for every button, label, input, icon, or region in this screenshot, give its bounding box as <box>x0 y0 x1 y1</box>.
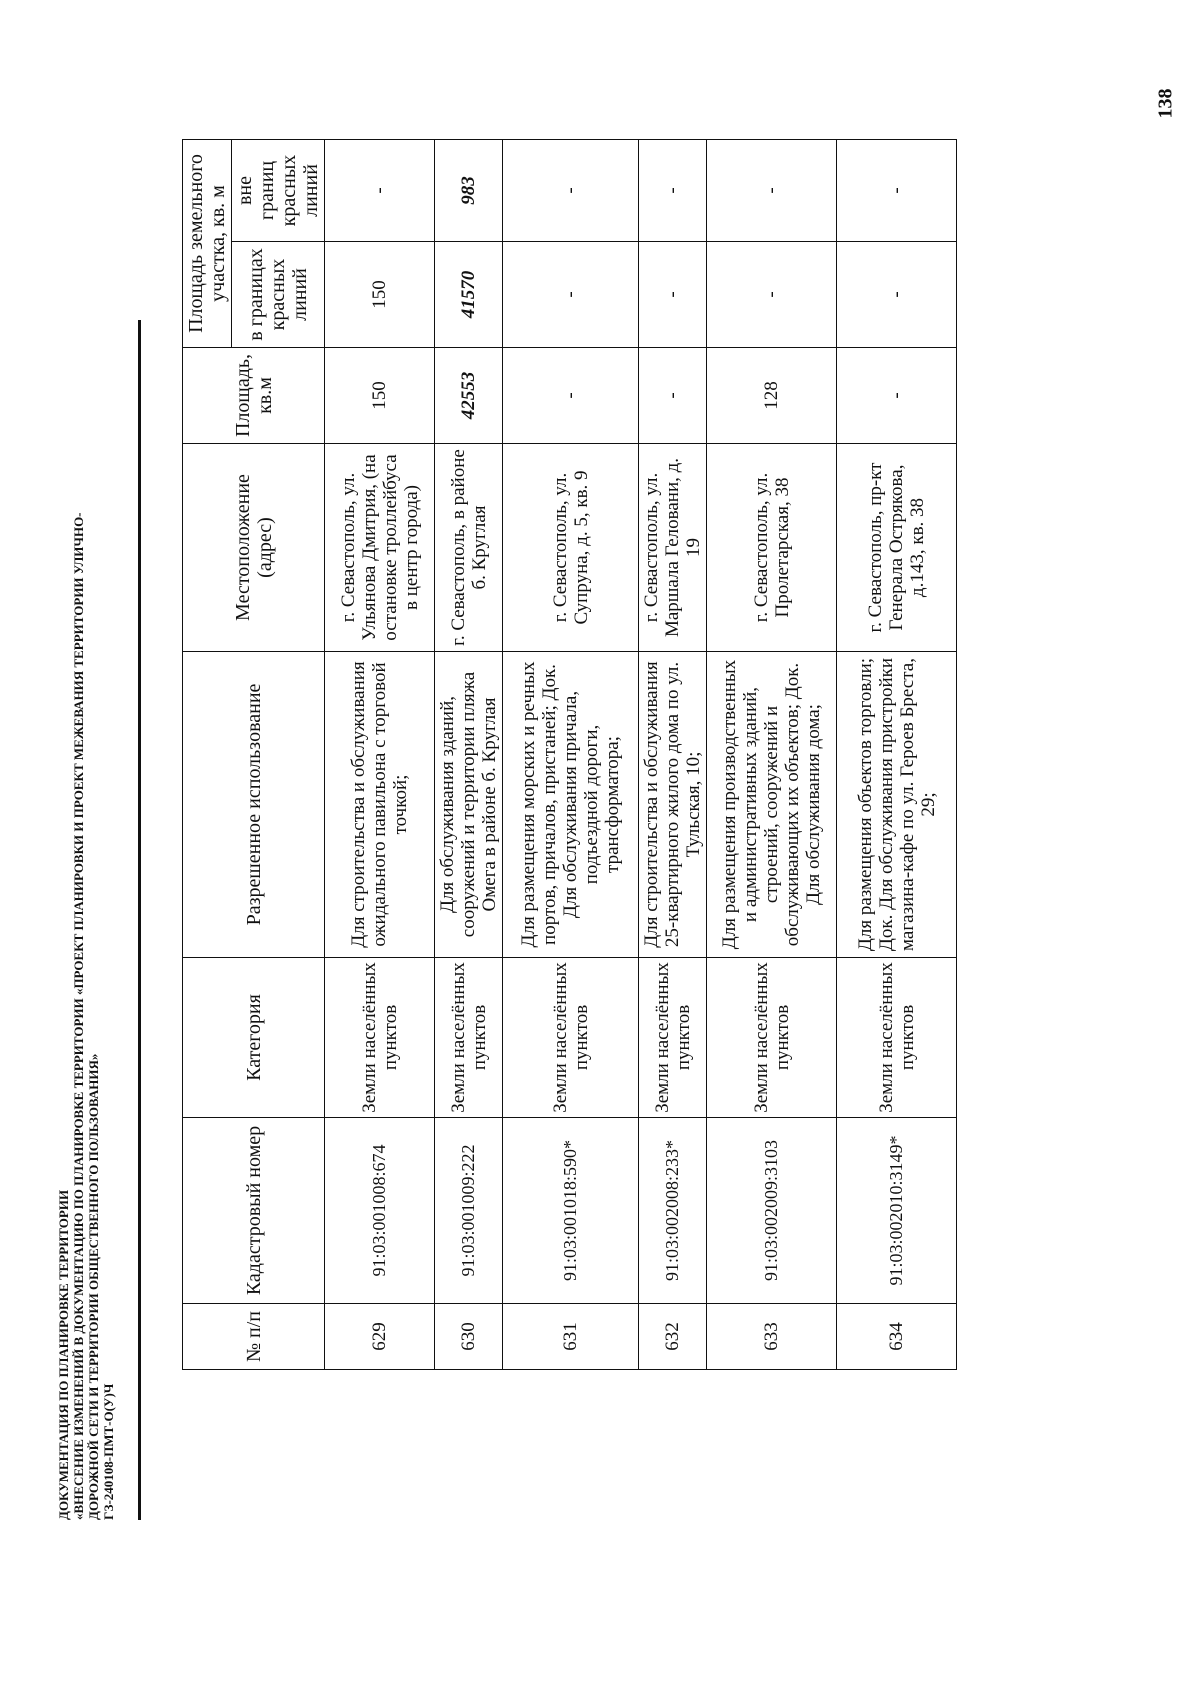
cell-location: г. Севастополь, пр-кт Генерала Острякова, д.143, кв. 38 <box>837 444 957 652</box>
cell-inside: - <box>837 242 957 348</box>
cell-usage: Для размещения морских и речных портов, причалов, пристаней; Док. Для обслуживания причала, подъездной дороги, трансформатора; <box>503 652 639 958</box>
cell-cadastral: 91:03:001008:674 <box>325 1118 435 1304</box>
header-land-area-group: Площадь земельного участка, кв. м <box>183 139 232 347</box>
cell-area: - <box>837 348 957 444</box>
document-header <box>56 200 116 1520</box>
cell-location: г. Севастополь, ул. Пролетарская, 38 <box>707 444 837 652</box>
cell-inside: 150 <box>325 242 435 348</box>
cell-usage: Для размещения объектов торговли; Док. Для обслуживания пристройки магазина-кафе по ул. Героев Бреста, 29; <box>837 652 957 958</box>
cell-num: 633 <box>707 1304 837 1370</box>
cell-category: Земли населённых пунктов <box>325 958 435 1118</box>
cell-category: Земли населённых пунктов <box>707 958 837 1118</box>
cell-area: 150 <box>325 348 435 444</box>
header-inside-red-lines: в границах красных линий <box>232 242 325 348</box>
header-line: ГЗ-240108-ПМТ-О(У)Ч <box>101 1383 116 1520</box>
header-area: Площадь, кв.м <box>183 348 325 444</box>
cell-cadastral: 91:03:002009:3103 <box>707 1118 837 1304</box>
cell-location: г. Севастополь, ул. Ульянова Дмитрия, (на остановке троллейбуса в центр города) <box>325 444 435 652</box>
cell-num: 629 <box>325 1304 435 1370</box>
cell-outside: - <box>503 139 639 241</box>
cell-cadastral: 91:03:001009:222 <box>435 1118 503 1304</box>
table-row <box>837 139 957 1369</box>
cell-num: 632 <box>639 1304 707 1370</box>
cell-usage: Для строительства и обслуживания ожидального павильона с торговой точкой; <box>325 652 435 958</box>
cell-category: Земли населённых пунктов <box>503 958 639 1118</box>
header-line: ДОКУМЕНТАЦИЯ ПО ПЛАНИРОВКЕ ТЕРРИТОРИИ <box>56 1189 71 1520</box>
cell-outside: - <box>639 139 707 241</box>
table-header-row <box>183 139 232 1369</box>
page-number: 138 <box>1154 88 1177 119</box>
header-usage: Разрешенное использование <box>183 652 325 958</box>
cell-num: 634 <box>837 1304 957 1370</box>
rotated-page-content <box>56 140 1156 1560</box>
cell-inside: 41570 <box>435 242 503 348</box>
header-cadastral: Кадастровый номер <box>183 1118 325 1304</box>
header-outside-red-lines: вне границ красных линий <box>232 139 325 241</box>
cell-outside: - <box>325 139 435 241</box>
cell-num: 630 <box>435 1304 503 1370</box>
header-line: «ВНЕСЕНИЕ ИЗМЕНЕНИЙ В ДОКУМЕНТАЦИЮ ПО ПЛАНИРОВКЕ ТЕРРИТОРИИ «ПРОЕКТ ПЛАНИРОВКИ И ПРОЕКТ МЕЖЕВАНИЯ ТЕРРИТОРИИ УЛИЧНО- <box>71 512 86 1520</box>
cell-outside: - <box>707 139 837 241</box>
cell-location: г. Севастополь, в районе б. Круглая <box>435 444 503 652</box>
cell-inside: - <box>639 242 707 348</box>
table-row <box>639 139 707 1369</box>
cell-category: Земли населённых пунктов <box>435 958 503 1118</box>
header-rule <box>138 320 141 1520</box>
cell-location: г. Севастополь, ул. Супруна, д. 5, кв. 9 <box>503 444 639 652</box>
header-num: № п/п <box>183 1304 325 1370</box>
cell-outside: - <box>837 139 957 241</box>
cell-inside: - <box>707 242 837 348</box>
table-row <box>435 139 503 1369</box>
cell-area: - <box>503 348 639 444</box>
header-location: Местоположение (адрес) <box>183 444 325 652</box>
cell-usage: Для обслуживания зданий, сооружений и территории пляжа Омега в районе б. Круглая <box>435 652 503 958</box>
cell-inside: - <box>503 242 639 348</box>
cell-area: 128 <box>707 348 837 444</box>
header-category: Категория <box>183 958 325 1118</box>
cell-area: 42553 <box>435 348 503 444</box>
table-row <box>707 139 837 1369</box>
cell-location: г. Севастополь, ул. Маршала Геловани, д. 19 <box>639 444 707 652</box>
cell-category: Земли населённых пунктов <box>639 958 707 1118</box>
cell-cadastral: 91:03:002010:3149* <box>837 1118 957 1304</box>
cell-usage: Для строительства и обслуживания 25-квартирного жилого дома по ул. Тульская, 10; <box>639 652 707 958</box>
cell-cadastral: 91:03:001018:590* <box>503 1118 639 1304</box>
land-plots-table <box>182 139 957 1370</box>
cell-cadastral: 91:03:002008:233* <box>639 1118 707 1304</box>
table-row <box>325 139 435 1369</box>
cell-num: 631 <box>503 1304 639 1370</box>
table-row <box>503 139 639 1369</box>
cell-area: - <box>639 348 707 444</box>
header-line: ДОРОЖНОЙ СЕТИ И ТЕРРИТОРИИ ОБЩЕСТВЕННОГО ПОЛЬЗОВАНИЯ» <box>86 1053 101 1520</box>
cell-category: Земли населённых пунктов <box>837 958 957 1118</box>
cell-usage: Для размещения производственных и административных зданий, строений, сооружений и обслуживающих их объектов; Док. Для обслуживания дома; <box>707 652 837 958</box>
cell-outside: 983 <box>435 139 503 241</box>
